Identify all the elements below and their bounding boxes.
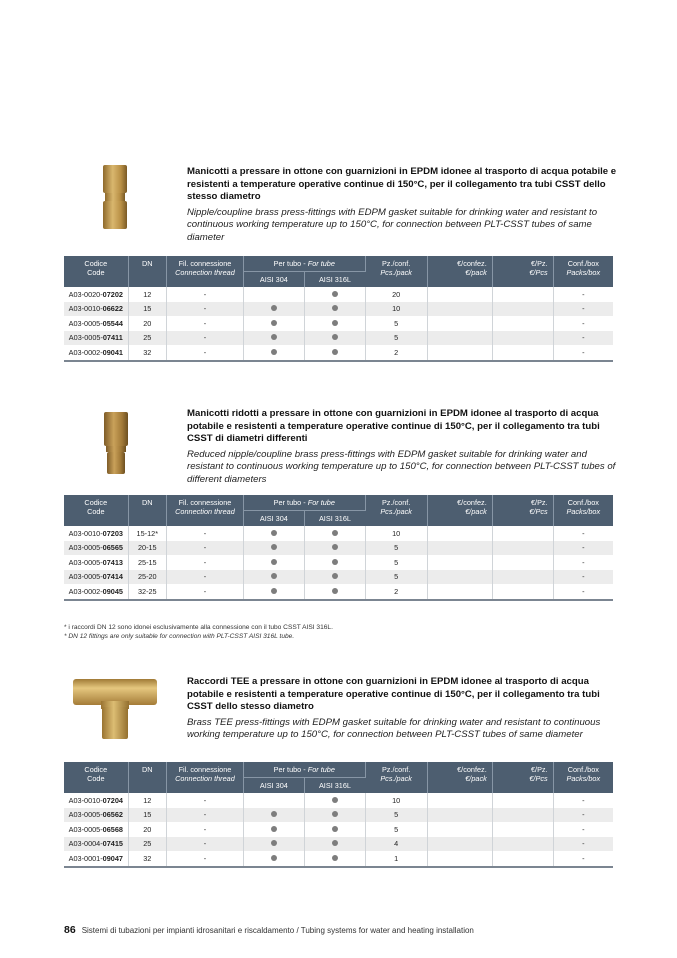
price-pc-value — [492, 331, 553, 346]
thread-value: - — [167, 808, 244, 823]
availability-dot-icon — [332, 334, 338, 340]
price-pack-value — [427, 851, 492, 867]
pcs-value: 1 — [365, 851, 427, 867]
pcs-value: 5 — [365, 808, 427, 823]
thread-value: - — [167, 287, 244, 302]
dn-value: 12 — [128, 793, 166, 808]
box-value: - — [553, 541, 613, 556]
col-thread: Fil. connessione Connection thread — [167, 762, 244, 793]
col-dn: DN — [128, 762, 166, 793]
aisi316-value — [304, 526, 365, 541]
product-description — [187, 166, 617, 245]
thread-value: - — [167, 837, 244, 852]
product-table — [64, 762, 613, 868]
product-code: A03-0001-09047 — [64, 851, 128, 867]
availability-dot-icon — [332, 811, 338, 817]
availability-dot-icon — [332, 349, 338, 355]
pcs-value: 10 — [365, 302, 427, 317]
availability-dot-icon — [271, 559, 277, 565]
footnote-italian: * i raccordi DN 12 sono idonei esclusivamente alla connessione con il tubo CSST AISI 316L. — [64, 624, 333, 631]
col-price-pack: €/confez. €/pack — [427, 762, 492, 793]
availability-dot-icon — [332, 573, 338, 579]
price-pack-value — [427, 541, 492, 556]
aisi316-value — [304, 555, 365, 570]
thread-value: - — [167, 302, 244, 317]
price-pc-value — [492, 541, 553, 556]
table-row — [64, 837, 613, 852]
col-price-pc: €/Pz. €/Pcs — [492, 762, 553, 793]
availability-dot-icon — [271, 349, 277, 355]
price-pack-value — [427, 808, 492, 823]
description-english: Reduced nipple/coupline brass press-fittings with EDPM gasket suitable for drinking water and resistant to continuous working temperature up to 150°C, for connection between PLT-CSST tubes of different diameters — [187, 448, 616, 485]
availability-dot-icon — [271, 573, 277, 579]
footnote-english: * DN 12 fittings are only suitable for connection with PLT-CSST AISI 316L tube. — [64, 633, 295, 640]
price-pack-value — [427, 316, 492, 331]
aisi316-value — [304, 302, 365, 317]
availability-dot-icon — [271, 588, 277, 594]
price-pc-value — [492, 584, 553, 600]
product-code: A03-0004-07415 — [64, 837, 128, 852]
dn-value: 20 — [128, 316, 166, 331]
description-english: Brass TEE press-fittings with EDPM gasket suitable for drinking water and resistant to continuous working temperature up to 150°C, for connection between PLT-CSST tubes of same diameter — [187, 716, 601, 741]
pcs-value: 5 — [365, 316, 427, 331]
availability-dot-icon — [271, 305, 277, 311]
col-price-pc: €/Pz. €/Pcs — [492, 495, 553, 526]
box-value: - — [582, 289, 585, 299]
pcs-value: 5 — [365, 570, 427, 585]
availability-dot-icon — [332, 826, 338, 832]
box-value: - — [553, 584, 613, 600]
pcs-value: 2 — [365, 584, 427, 600]
dn-value: 25-15 — [128, 555, 166, 570]
aisi304-value — [243, 541, 304, 556]
availability-dot-icon — [271, 334, 277, 340]
aisi304-value — [243, 793, 304, 808]
table-row — [64, 331, 613, 346]
page-footer — [64, 924, 474, 936]
box-value: - — [553, 302, 613, 317]
col-code: Codice Code — [64, 762, 128, 793]
product-code: A03-0005-06568 — [64, 822, 128, 837]
thread-value: - — [167, 345, 244, 361]
aisi316-value — [304, 316, 365, 331]
col-aisi316: AISI 316L — [304, 778, 365, 794]
price-pack-value — [427, 331, 492, 346]
price-pack-value — [427, 584, 492, 600]
table-row — [64, 302, 613, 317]
dn-value: 32 — [128, 851, 166, 867]
aisi316-value — [304, 541, 365, 556]
thread-value: - — [167, 526, 244, 541]
price-pc-value — [492, 287, 553, 302]
price-pc-value — [492, 555, 553, 570]
table-row — [64, 526, 613, 541]
price-pack-value — [427, 302, 492, 317]
col-dn: DN — [128, 256, 166, 287]
table-row — [64, 541, 613, 556]
pcs-value: 4 — [365, 837, 427, 852]
dn-value: 25 — [128, 837, 166, 852]
dn-value: 12 — [128, 287, 166, 302]
price-pack-value — [427, 793, 492, 808]
availability-dot-icon — [332, 530, 338, 536]
table-row — [64, 822, 613, 837]
table-row — [64, 287, 613, 302]
price-pack-value — [427, 526, 492, 541]
col-pcs: Pz./conf. Pcs./pack — [365, 495, 427, 526]
availability-dot-icon — [271, 826, 277, 832]
aisi316-value — [304, 287, 365, 302]
table-row — [64, 570, 613, 585]
aisi304-value — [243, 331, 304, 346]
availability-dot-icon — [332, 588, 338, 594]
brass-reduced-nipple-image — [104, 411, 128, 475]
aisi304-value — [243, 345, 304, 361]
product-code: A03-0005-06565 — [64, 541, 128, 556]
dn-value: 15-12* — [128, 526, 166, 541]
col-thread: Fil. connessione Connection thread — [167, 495, 244, 526]
product-description — [187, 408, 617, 487]
col-aisi316: AISI 316L — [304, 511, 365, 527]
pcs-value: 20 — [365, 287, 427, 302]
pcs-value: 5 — [365, 822, 427, 837]
pcs-value: 5 — [365, 555, 427, 570]
product-code: A03-0010-07204 — [64, 793, 128, 808]
dn-value: 20 — [128, 822, 166, 837]
availability-dot-icon — [271, 544, 277, 550]
price-pc-value — [492, 808, 553, 823]
table-row — [64, 808, 613, 823]
col-box: Conf./box Packs/box — [553, 762, 613, 793]
pcs-value: 10 — [365, 526, 427, 541]
aisi304-value — [243, 837, 304, 852]
price-pack-value — [427, 555, 492, 570]
aisi304-value — [243, 287, 304, 302]
dn-value: 15 — [128, 302, 166, 317]
pcs-value: 5 — [365, 541, 427, 556]
dn-value: 15 — [128, 808, 166, 823]
table-row — [64, 851, 613, 867]
price-pc-value — [492, 822, 553, 837]
col-aisi304: AISI 304 — [243, 511, 304, 527]
product-description — [187, 676, 617, 742]
price-pack-value — [427, 287, 492, 302]
col-code: Codice Code — [64, 256, 128, 287]
price-pc-value — [492, 302, 553, 317]
thread-value: - — [167, 541, 244, 556]
product-code: A03-0002-09041 — [64, 345, 128, 361]
table-body — [64, 793, 613, 867]
description-english: Nipple/coupline brass press-fittings with EDPM gasket suitable for drinking water and resistant to continuous working temperature up to 150°C, for connection between PLT-CSST tubes of same diameter — [187, 206, 598, 243]
price-pack-value — [427, 837, 492, 852]
col-aisi316: AISI 316L — [304, 272, 365, 288]
pcs-value: 10 — [365, 793, 427, 808]
thread-value: - — [167, 851, 244, 867]
page-number: 86 — [64, 924, 76, 936]
availability-dot-icon — [332, 305, 338, 311]
aisi304-value — [243, 302, 304, 317]
product-code: A03-0010-07203 — [64, 526, 128, 541]
col-box: Conf./box Packs/box — [553, 495, 613, 526]
product-code: A03-0005-06562 — [64, 808, 128, 823]
thread-value: - — [167, 822, 244, 837]
product-code: A03-0005-07414 — [64, 570, 128, 585]
product-code: A03-0020-07202 — [64, 287, 128, 302]
pcs-value: 2 — [365, 345, 427, 361]
box-value: - — [553, 570, 613, 585]
col-for-tube: Per tubo - For tube — [243, 762, 365, 778]
dn-value: 32 — [128, 345, 166, 361]
thread-value: - — [167, 793, 244, 808]
col-price-pack: €/confez. €/pack — [427, 495, 492, 526]
price-pc-value — [492, 793, 553, 808]
aisi316-value — [304, 570, 365, 585]
availability-dot-icon — [271, 320, 277, 326]
pcs-value: 5 — [365, 331, 427, 346]
box-value: - — [582, 528, 585, 538]
table-row — [64, 555, 613, 570]
availability-dot-icon — [332, 291, 338, 297]
aisi316-value — [304, 851, 365, 867]
col-price-pack: €/confez. €/pack — [427, 256, 492, 287]
product-code: A03-0002-09045 — [64, 584, 128, 600]
price-pack-value — [427, 345, 492, 361]
col-price-pc: €/Pz. €/Pcs — [492, 256, 553, 287]
table-row — [64, 345, 613, 361]
availability-dot-icon — [271, 855, 277, 861]
thread-value: - — [167, 555, 244, 570]
aisi316-value — [304, 331, 365, 346]
aisi316-value — [304, 793, 365, 808]
price-pc-value — [492, 345, 553, 361]
aisi304-value — [243, 570, 304, 585]
box-value: - — [553, 808, 613, 823]
col-aisi304: AISI 304 — [243, 778, 304, 794]
col-box: Conf./box Packs/box — [553, 256, 613, 287]
aisi304-value — [243, 851, 304, 867]
availability-dot-icon — [332, 544, 338, 550]
price-pack-value — [427, 570, 492, 585]
col-for-tube: Per tubo - For tube — [243, 256, 365, 272]
brass-nipple-image — [102, 163, 128, 231]
availability-dot-icon — [271, 840, 277, 846]
col-for-tube: Per tubo - For tube — [243, 495, 365, 511]
price-pc-value — [492, 851, 553, 867]
col-aisi304: AISI 304 — [243, 272, 304, 288]
col-pcs: Pz./conf. Pcs./pack — [365, 256, 427, 287]
table-row — [64, 584, 613, 600]
table-row — [64, 793, 613, 808]
aisi304-value — [243, 526, 304, 541]
aisi304-value — [243, 555, 304, 570]
box-value: - — [553, 331, 613, 346]
col-pcs: Pz./conf. Pcs./pack — [365, 762, 427, 793]
availability-dot-icon — [332, 840, 338, 846]
price-pc-value — [492, 526, 553, 541]
product-code: A03-0005-05544 — [64, 316, 128, 331]
thread-value: - — [167, 570, 244, 585]
box-value: - — [582, 557, 585, 567]
price-pc-value — [492, 570, 553, 585]
product-table — [64, 495, 613, 601]
description-italian: Raccordi TEE a pressare in ottone con guarnizioni in EPDM idonee al trasporto di acqua potabile e resistenti a temperature operative continue di 150°C, per il collegamento tra tubi CSST dello stesso diametro — [187, 676, 600, 713]
thread-value: - — [167, 584, 244, 600]
box-value: - — [582, 824, 585, 834]
availability-dot-icon — [332, 797, 338, 803]
aisi316-value — [304, 584, 365, 600]
availability-dot-icon — [332, 559, 338, 565]
dn-value: 25 — [128, 331, 166, 346]
brass-tee-image — [73, 677, 157, 741]
footnote — [64, 623, 333, 641]
price-pc-value — [492, 837, 553, 852]
table-body — [64, 287, 613, 361]
product-code: A03-0010-06622 — [64, 302, 128, 317]
availability-dot-icon — [271, 811, 277, 817]
price-pack-value — [427, 822, 492, 837]
aisi304-value — [243, 584, 304, 600]
box-value: - — [582, 318, 585, 328]
table-row — [64, 316, 613, 331]
availability-dot-icon — [332, 855, 338, 861]
aisi316-value — [304, 345, 365, 361]
aisi316-value — [304, 808, 365, 823]
product-code: A03-0005-07411 — [64, 331, 128, 346]
col-dn: DN — [128, 495, 166, 526]
dn-value: 25-20 — [128, 570, 166, 585]
aisi316-value — [304, 837, 365, 852]
thread-value: - — [167, 331, 244, 346]
col-code: Codice Code — [64, 495, 128, 526]
description-italian: Manicotti ridotti a pressare in ottone con guarnizioni in EPDM idonee al trasporto di acqua potabile e resistenti a temperature operative continue di 150°C, per il collegamento tra tubi CSST di diametri differenti — [187, 408, 600, 445]
thread-value: - — [167, 316, 244, 331]
price-pc-value — [492, 316, 553, 331]
product-code: A03-0005-07413 — [64, 555, 128, 570]
dn-value: 20-15 — [128, 541, 166, 556]
dn-value: 32-25 — [128, 584, 166, 600]
box-value: - — [553, 345, 613, 361]
aisi316-value — [304, 822, 365, 837]
aisi304-value — [243, 316, 304, 331]
box-value: - — [553, 851, 613, 867]
box-value: - — [553, 837, 613, 852]
aisi304-value — [243, 808, 304, 823]
availability-dot-icon — [271, 530, 277, 536]
footer-text: Sistemi di tubazioni per impianti idrosanitari e riscaldamento / Tubing systems for water and heating installation — [81, 926, 474, 935]
col-thread: Fil. connessione Connection thread — [167, 256, 244, 287]
availability-dot-icon — [332, 320, 338, 326]
aisi304-value — [243, 822, 304, 837]
description-italian: Manicotti a pressare in ottone con guarnizioni in EPDM idonee al trasporto di acqua potabile e resistenti a temperature operative continue di 150°C, per il collegamento tra tubi CSST dello stesso diametro — [187, 166, 617, 203]
table-body — [64, 526, 613, 600]
product-table — [64, 256, 613, 362]
box-value: - — [582, 795, 585, 805]
